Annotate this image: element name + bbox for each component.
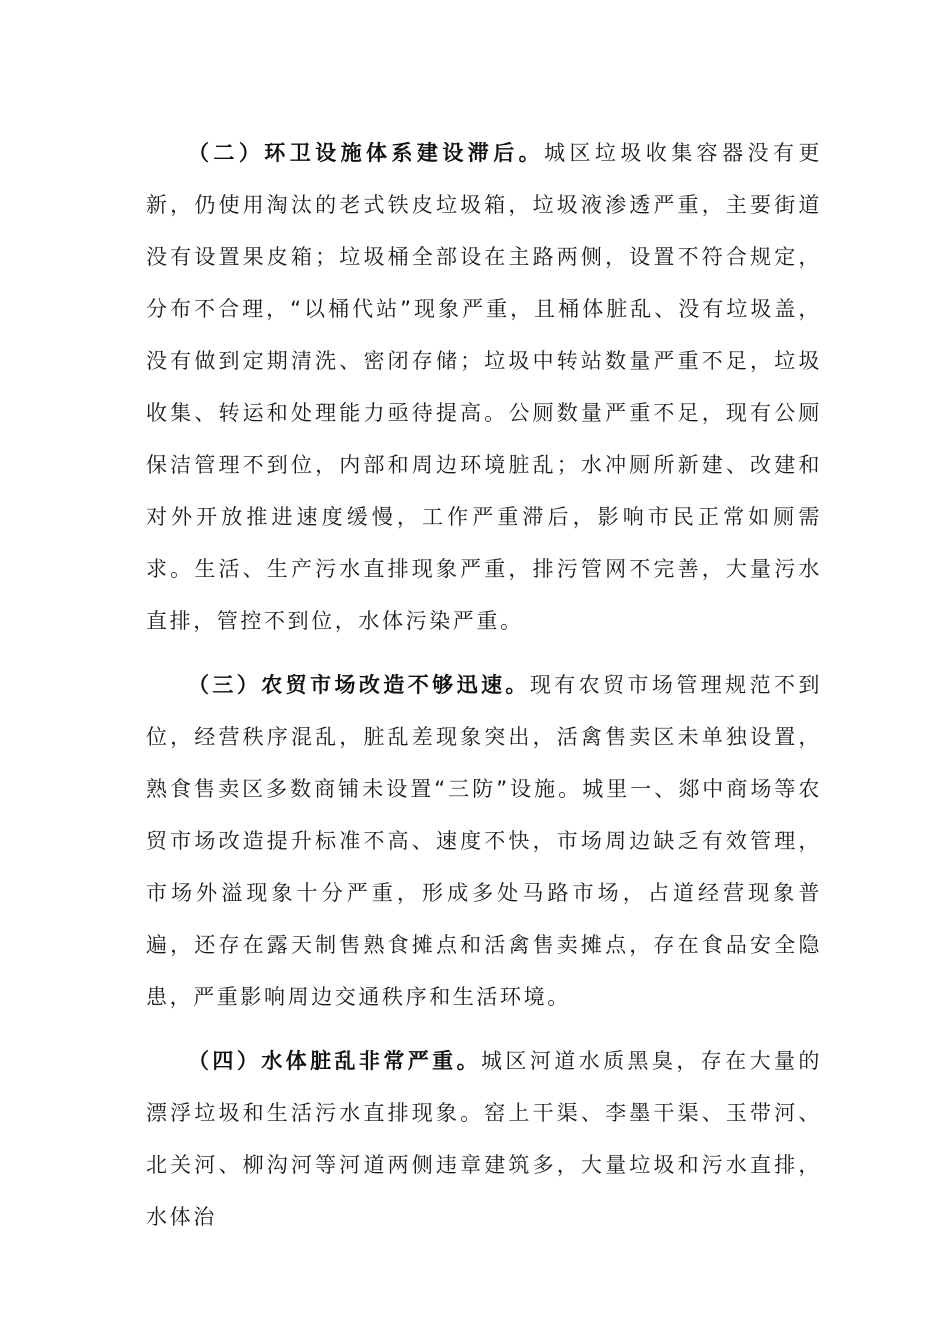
paragraph-sanitation-facilities (146, 127, 822, 647)
paragraph-heading: （四）水体脏乱非常严重。 (188, 1049, 481, 1073)
paragraph-text: 城区河道水质黑臭，存在大量的漂浮垃圾和生活污水直排现象。窑上干渠、李墨干渠、玉带河、北关河、柳沟河等河道两侧违章建筑多，大量垃圾和污水直排，水体治 (146, 1049, 823, 1229)
paragraph-heading: （二）环卫设施体系建设滞后。 (188, 141, 545, 165)
paragraph-heading: （三）农贸市场改造不够迅速。 (188, 673, 530, 697)
paragraph-text: 现有农贸市场管理规范不到位，经营秩序混乱，脏乱差现象突出，活禽售卖区未单独设置，熟食售卖区多数商铺未设置“三防”设施。城里一、郯中商场等农贸市场改造提升标准不高、速度不快，市场周边缺乏有效管理，市场外溢现象十分严重，形成多处马路市场，占道经营现象普遍，还存在露天制售熟食摊点和活禽售卖摊点，存在食品安全隐患，严重影响周边交通秩序和生活环境。 (146, 673, 822, 1009)
paragraph-text: 城区垃圾收集容器没有更新，仍使用淘汰的老式铁皮垃圾箱，垃圾液渗透严重，主要街道没有设置果皮箱；垃圾桶全部设在主路两侧，设置不符合规定，分布不合理，“以桶代站”现象严重，且桶体脏乱、没有垃圾盖，没有做到定期清洗、密闭存储；垃圾中转站数量严重不足，垃圾收集、转运和处理能力亟待提高。公厕数量严重不足，现有公厕保洁管理不到位，内部和周边环境脏乱；水冲厕所新建、改建和对外开放推进速度缓慢，工作严重滞后，影响市民正常如厕需求。生活、生产污水直排现象严重，排污管网不完善，大量污水直排，管控不到位，水体污染严重。 (146, 141, 822, 633)
paragraph-water-pollution (146, 1035, 822, 1243)
document-body (146, 127, 822, 1243)
paragraph-farmers-market (146, 659, 822, 1023)
